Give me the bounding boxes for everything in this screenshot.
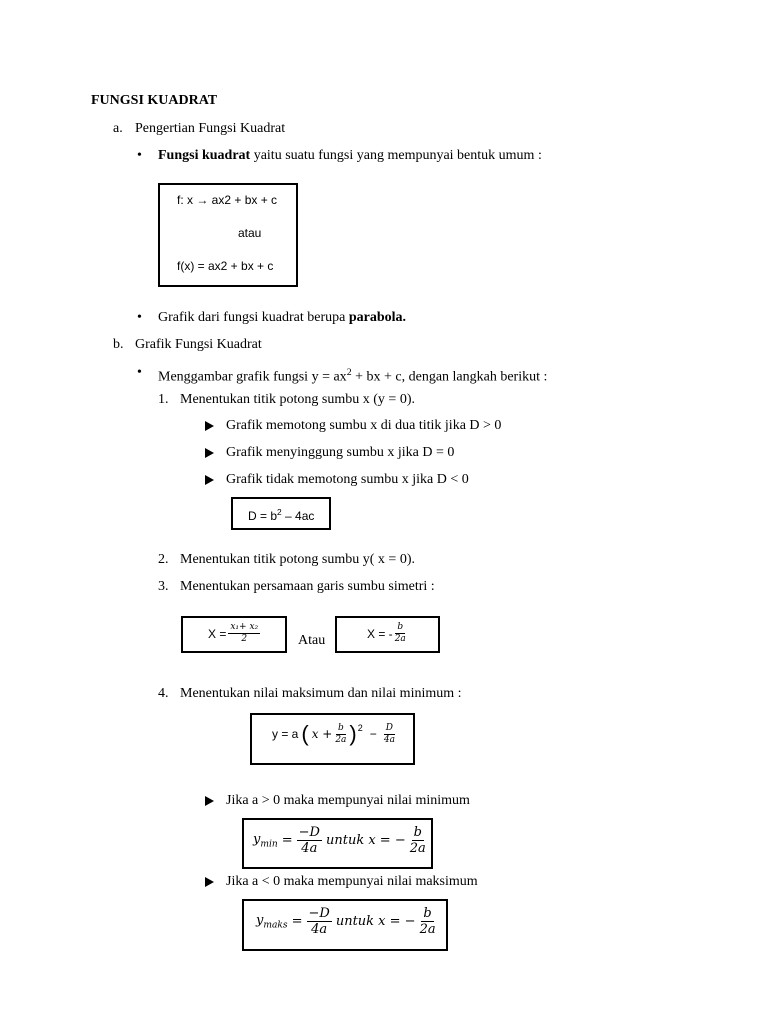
ymin-x-num: b	[413, 825, 422, 840]
step1-number: 1.	[158, 392, 169, 407]
intro-pre: Menggambar grafik fungsi y = ax	[158, 369, 347, 385]
ymaks-x-den: 2a	[419, 922, 436, 937]
ymin-untuk: untuk x = −	[325, 833, 406, 848]
definition-text	[158, 147, 542, 165]
left-paren: (	[301, 721, 309, 746]
symmetry-formula-1	[208, 623, 260, 644]
vertex-inner-den: 2a	[335, 734, 347, 745]
ymin-y: y	[253, 831, 261, 847]
parabola-text	[158, 309, 406, 327]
step1-item-2: Grafik menyinggung sumbu x jika D = 0	[226, 445, 455, 460]
general-form-line1: f: x → ax2 + bx + c	[177, 193, 278, 207]
step1-item-3: Grafik tidak memotong sumbu x jika D < 0	[226, 472, 469, 487]
parabola-text-plain: Grafik dari fungsi kuadrat berupa	[158, 310, 349, 325]
general-form-atau: atau	[238, 226, 262, 240]
arrow-bullet-icon	[205, 448, 214, 458]
ymaks-fraction	[307, 907, 332, 936]
bullet-dot: •	[137, 365, 142, 380]
vertex-d-den: 4a	[383, 734, 395, 745]
general-form-line3: f(x) = ax2 + bx + c	[177, 259, 274, 273]
discriminant-formula	[248, 507, 314, 523]
ymaks-sub: maks	[263, 920, 288, 931]
vertex-form-box	[250, 713, 415, 765]
section-a-heading: Pengertian Fungsi Kuadrat	[135, 121, 286, 136]
step1-text: Menentukan titik potong sumbu x (y = 0).	[180, 392, 415, 407]
ymin-symbol	[253, 832, 278, 850]
vertex-d-fraction	[384, 724, 395, 745]
vertex-lhs: y = a	[272, 727, 299, 741]
sym2-num: b	[397, 622, 404, 632]
maximum-value-box	[242, 899, 448, 951]
ymaks-x-num: b	[423, 906, 432, 921]
ymin-fraction	[297, 826, 322, 855]
intro-sup: 2	[346, 367, 352, 378]
sym2-den: 2a	[394, 634, 406, 644]
page-title: FUNGSI KUADRAT	[91, 93, 218, 108]
definition-rest: yaitu suatu fungsi yang mempunyai bentuk umum :	[250, 148, 542, 163]
arrow-bullet-icon	[205, 877, 214, 887]
discriminant-box	[231, 497, 331, 530]
disc-sup: 2	[277, 507, 282, 517]
vertex-exponent: 2	[357, 723, 363, 733]
ymin-den: 4a	[301, 841, 318, 856]
intro-post: + bx + c, dengan langkah berikut :	[351, 369, 548, 385]
step3-number: 3.	[158, 579, 169, 594]
step1-item-1: Grafik memotong sumbu x di dua titik jika D > 0	[226, 418, 502, 433]
ymin-num: −D	[298, 825, 320, 840]
step2-text: Menentukan titik potong sumbu y( x = 0).	[180, 552, 415, 567]
sym1-fraction	[228, 623, 260, 644]
symmetry-axis-box-2	[335, 616, 440, 653]
sym2-fraction	[395, 623, 406, 644]
ymaks-untuk: untuk x = −	[335, 914, 416, 929]
case-min-text: Jika a > 0 maka mempunyai nilai minimum	[226, 793, 470, 808]
step4-text: Menentukan nilai maksimum dan nilai minimum :	[180, 686, 462, 701]
right-paren: )	[349, 721, 357, 746]
bullet-dot: •	[137, 148, 142, 163]
ymaks-eq: =	[291, 914, 303, 929]
vertex-d-num: D	[385, 722, 393, 733]
arrow-bullet-icon	[205, 796, 214, 806]
symmetry-axis-box-1	[181, 616, 287, 653]
vertex-minus: −	[369, 727, 377, 741]
vertex-formula	[272, 723, 395, 745]
section-a-marker: a.	[113, 121, 123, 136]
arrow-bullet-icon	[205, 421, 214, 431]
section-b-marker: b.	[113, 337, 124, 352]
ymaks-num: −D	[308, 906, 330, 921]
ymin-eq: =	[281, 833, 293, 848]
ymin-x-fraction	[410, 826, 426, 855]
sym1-num: x₁+ x₂	[230, 622, 259, 632]
vertex-inner-fraction	[335, 724, 346, 745]
disc-post: – 4ac	[281, 509, 315, 523]
sym1-lhs: X =	[208, 626, 227, 641]
maximum-formula	[256, 907, 436, 936]
step3-text: Menentukan persamaan garis sumbu simetri :	[180, 579, 435, 594]
section-b-heading: Grafik Fungsi Kuadrat	[135, 337, 262, 352]
bullet-dot: •	[137, 310, 142, 325]
parabola-bold: parabola.	[348, 310, 407, 325]
definition-term: Fungsi kuadrat	[158, 148, 251, 163]
sym2-lhs: X = -	[367, 626, 393, 641]
ymaks-x-fraction	[420, 907, 436, 936]
ymin-sub: min	[260, 839, 278, 850]
minimum-value-box	[242, 818, 433, 869]
symmetry-formula-2	[367, 623, 406, 644]
disc-pre: D = b	[248, 509, 278, 523]
general-form-box	[158, 183, 298, 287]
vertex-inner-x: x +	[311, 727, 333, 741]
atau-label: Atau	[298, 633, 326, 648]
minimum-formula	[253, 826, 426, 855]
graph-steps-intro	[158, 364, 547, 387]
step2-number: 2.	[158, 552, 169, 567]
ymaks-den: 4a	[311, 922, 328, 937]
sym1-den: 2	[241, 634, 248, 644]
arrow-bullet-icon	[205, 475, 214, 485]
ymaks-symbol	[256, 913, 288, 931]
vertex-inner-num: b	[337, 722, 344, 733]
ymaks-y: y	[256, 912, 264, 928]
ymin-x-den: 2a	[409, 841, 426, 856]
case-max-text: Jika a < 0 maka mempunyai nilai maksimum	[226, 874, 478, 889]
step4-number: 4.	[158, 686, 169, 701]
